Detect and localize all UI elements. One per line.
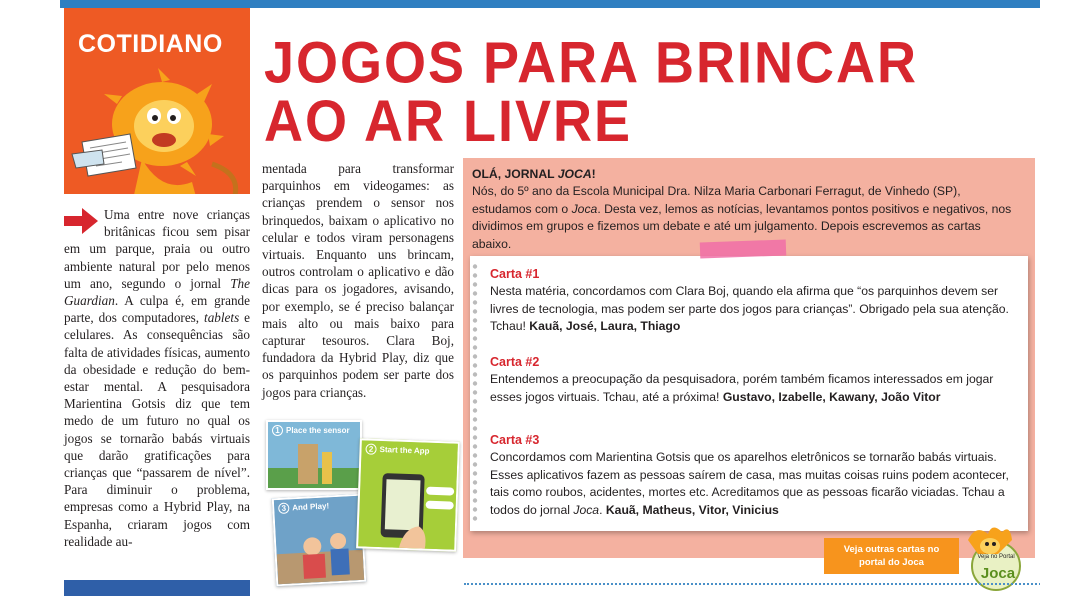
headline-line-1: JOGOS PARA BRINCAR [264, 30, 919, 96]
letter-body: Nesta matéria, concordamos com Clara Boj, quando ela afirma que “os parquinhos devem ser livres de tecnologia, mas podem ser parte dos jogos para crianças”. Obrigado pela sua atenção. Tchau! Kauã, José, Laura, Thiago [490, 284, 1009, 334]
dotted-divider [464, 583, 1044, 585]
letter-body: Concordamos com Marientina Gotsis que os aparelhos eletrônicos se tornarão babás virtuais. Esses aplicativos fazem as pessoas saírem de casa, mas muitas coisas ruins podem acontecer, tais como roubos, acidentes, mortes etc. Acreditamos que as pessoas ficarão viciadas. Tchau a todos do jornal Joca. Kauã, Matheus, Vitor, Vinicius [490, 450, 1009, 517]
bottom-blue-box [64, 580, 250, 596]
letters-heading: OLÁ, JORNAL JOCA! [472, 167, 596, 181]
letter-2 [490, 354, 1022, 406]
letter-signature: Kauã, José, Laura, Thiago [529, 319, 681, 334]
letter-title: Carta #2 [490, 355, 540, 369]
article-text: . A culpa é, em grande parte, dos computadores, [64, 293, 250, 326]
letter-title: Carta #1 [490, 267, 540, 281]
letter-1 [490, 266, 1022, 336]
photo-and-play [272, 494, 366, 587]
step-number: 1 [272, 425, 283, 436]
arrow-right-icon [64, 208, 98, 234]
top-color-bar [0, 0, 1078, 8]
article-left-column [64, 206, 250, 550]
left-column [64, 8, 250, 596]
page-margin [1040, 0, 1078, 596]
step-label: Place the sensor [286, 426, 350, 435]
photo-place-sensor [266, 420, 362, 490]
photo-caption [365, 443, 429, 456]
letter-title: Carta #3 [490, 433, 540, 447]
tape-decoration [700, 240, 787, 259]
letter-signature: Gustavo, Izabelle, Kawany, João Vitor [722, 389, 941, 404]
step-label: Start the App [379, 444, 430, 456]
article-text: mentada para transformar parquinhos em videogames: as crianças prendem o sensor nos brinquedos, baixam o aplicativo no celular e todos viram personagens virtuais. Enquanto uns brincam, outros controlam o aplicativo e dão dicas para os jogadores, avisando, por exemplo, se é preciso balançar mais alto ou mais baixo para capturar tesouros. Clara Boj, fundadora da Hybrid Play, diz que os parquinhos podem ser parte dos jogos para crianças. [262, 161, 454, 400]
step-label: And Play! [292, 501, 330, 513]
letter-signature: Kauã, Matheus, Vitor, Vinicius [605, 502, 779, 517]
step-number: 2 [365, 443, 376, 454]
article-text: Uma entre nove crianças britânicas ficou sem pisar em um parque, praia ou outro ambiente natural por pelo menos um ano, segundo o jornal [64, 207, 250, 291]
article-middle-column [262, 160, 454, 401]
logo-tag: Veja no Portal [977, 554, 1015, 560]
letter-3 [490, 432, 1022, 519]
joca-mascot-logo-icon[interactable] [948, 520, 1028, 592]
article-term: tablets [204, 310, 240, 326]
article-text: e celulares. As consequências são falta de atividades físicas, aumento da obesidade e redução do bem-estar mental. A pesquisadora Marientina Gotsis diz que tem medo de um futuro no qual os jogos se tornarão babás virtuais que darão gratificações para crianças que “passarem de nível”. Para diminuir o problema, empresas como a Hybrid Play, na Espanha, criaram jogos com realidade au- [64, 310, 251, 549]
source-name: The Guardian [64, 275, 250, 309]
headline [264, 30, 964, 154]
step-number: 3 [278, 503, 290, 515]
headline-line-2: AO AR LIVRE [264, 89, 633, 154]
portal-cta-link[interactable]: Veja outras cartas no portal do Joca [824, 538, 959, 574]
section-label: COTIDIANO [78, 30, 223, 58]
logo-brand: Joca [980, 565, 1016, 582]
letters-intro-text: Nós, do 5º ano da Escola Municipal Dra. Nilza Maria Carbonari Ferragut, de Vinhedo (SP), estudamos com o Joca. Desta vez, lemos as notícias, levantamos pontos positivos e negativos, nos dividimos em grupos e fizemos um debate e até um julgamento. Depois escrevemos as cartas abaixo. [472, 184, 1012, 251]
section-banner [64, 8, 250, 194]
photo-collage [266, 420, 458, 588]
photo-start-app [356, 438, 460, 551]
mascot-lion-reading-icon [64, 64, 250, 194]
photo-caption [272, 425, 350, 436]
letter-body: Entendemos a preocupação da pesquisadora, porém também ficamos interessados em jogar esses jogos virtuais. Tchau, até a próxima! Gustavo, Izabelle, Kawany, João Vitor [490, 372, 994, 404]
phone-in-hand-illustration [358, 440, 460, 551]
notebook-spiral-icon [470, 262, 484, 524]
